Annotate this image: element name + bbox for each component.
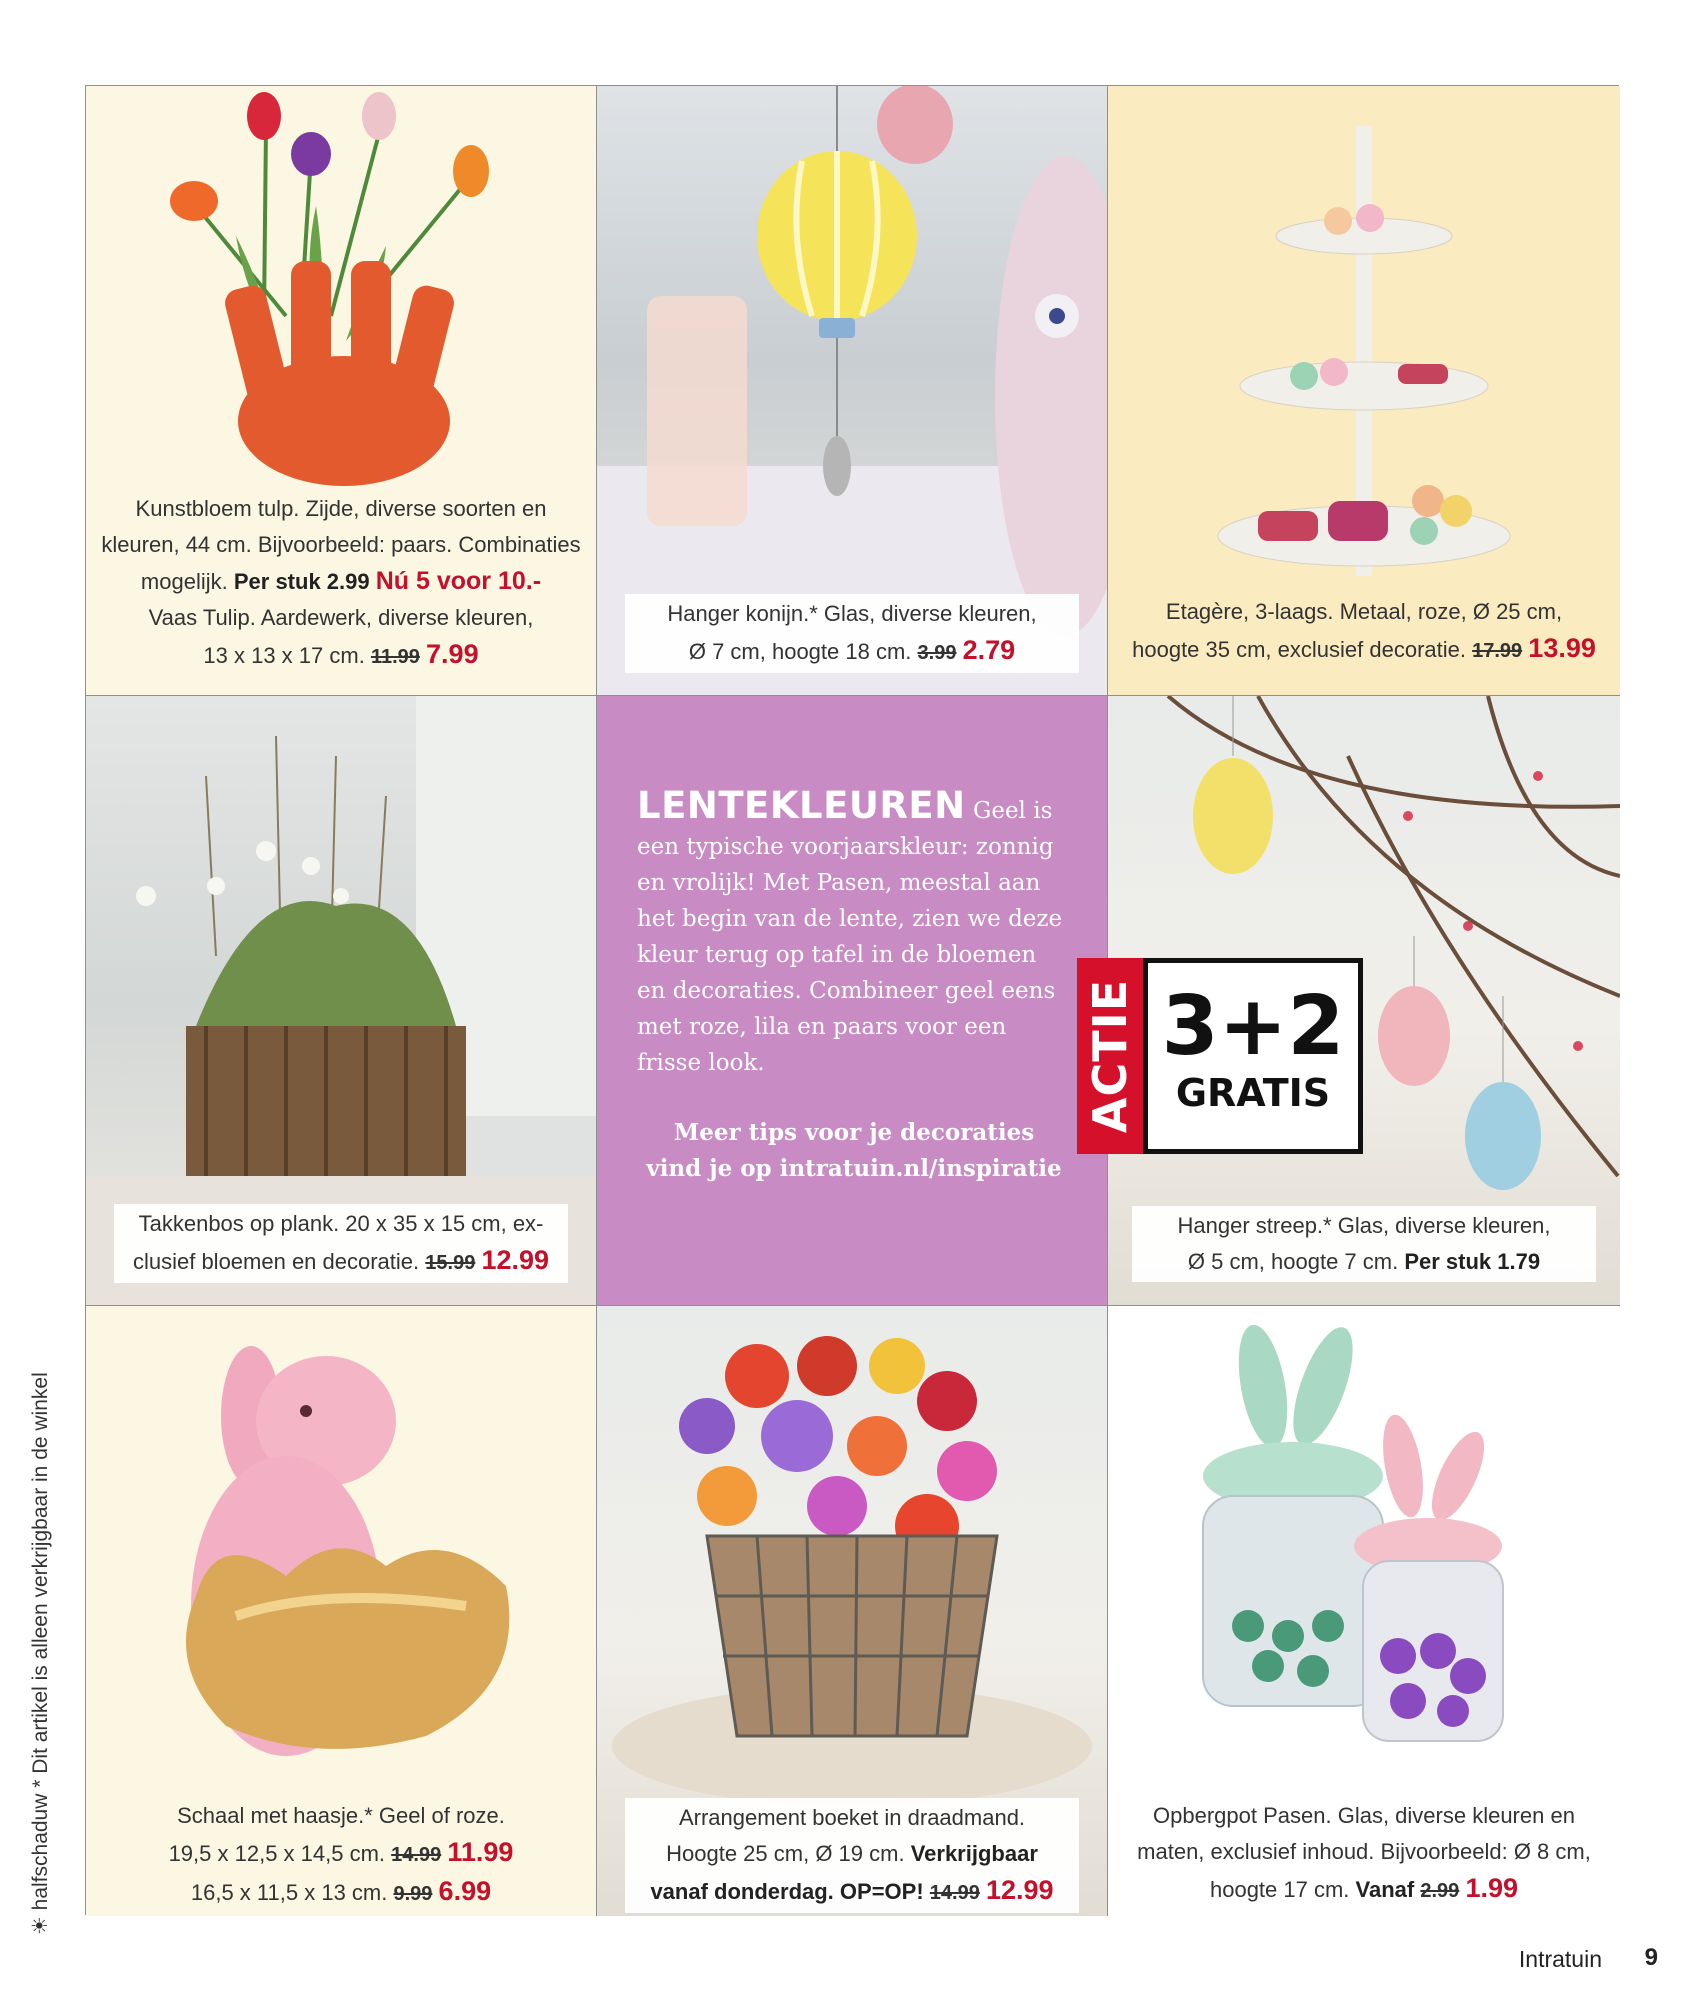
rabbit-icon [823,436,851,496]
product-tulip [86,86,597,696]
product-schaal [86,1306,597,1916]
inspiration-link[interactable]: Meer tips voor je decoraties vind je op intratuin.nl/inspiratie [646,1119,1062,1182]
price: 2.79 [962,635,1016,665]
etagere-caption: Etagère, 3-laags. Metaal, roze, Ø 25 cm, hoogte 35 cm, exclusief decoratie. 17.99 13.99 [1132,599,1596,663]
actie-badge [1077,958,1363,1154]
price: 12.99 [985,1875,1054,1905]
footer-brand: Intratuin [1518,1946,1602,1972]
product-hanger-konijn [597,86,1108,696]
actie-offer-box [1143,958,1363,1154]
lentekleuren-body: Geel is een typische voorjaarskleur: zonnig en vrolijk! Met Pasen, meestal aan het begin van de lente, zien we deze kleur terug op tafel in de bloemen en decoraties. Combineer geel eens met roze, lila en paars voor een frisse look. [637,798,1063,1076]
product-arrangement [597,1306,1108,1916]
price: 13.99 [1528,633,1596,663]
price: 11.99 [447,1837,514,1867]
lentekleuren-text [637,784,1071,1187]
egg-icon [1193,758,1273,874]
red-tulip-icon [247,92,281,140]
product-opbergpot [1108,1306,1620,1916]
price: 1.99 [1465,1873,1518,1903]
actie-offer: 3+2 [1161,979,1345,1074]
actie-label-box [1077,958,1143,1154]
bunny-ears-icon [1231,1321,1296,1451]
product-etagere [1108,86,1620,696]
schaal-caption: Schaal met haasje.* Geel of roze. 19,5 x 12,5 x 14,5 cm. 14.99 11.99 16,5 x 11,5 x 13 cm. 9.99 6.99 [168,1803,514,1906]
lentekleuren-heading: LENTEKLEUREN [637,784,966,827]
price: 6.99 [438,1876,492,1906]
opbergpot-caption: Opbergpot Pasen. Glas, diverse kleuren en maten, exclusief inhoud. Bijvoorbeeld: Ø 8 cm, hoogte 17 cm. Vanaf 2.99 1.99 [1137,1803,1591,1903]
actie-label: ACTIE [1083,978,1137,1134]
actie-gratis: GRATIS [1175,1071,1331,1115]
arrangement-caption: Arrangement boeket in draadmand. Hoogte 25 cm, Ø 19 cm. Verkrijgbaar vanaf donderdag. OP=OP! 14.99 12.99 [625,1798,1079,1913]
tulip-caption: Kunstbloem tulp. Zijde, diverse soorten en kleuren, 44 cm. Bijvoorbeeld: paars. Combinaties mogelijk. Per stuk 2.99 Nú 5 voor 10.- Vaas Tulip. Aardewerk, diverse kleuren, 13 x 13 x 17 cm. 11.99 7.99 [101,496,581,669]
side-note: ☀ halfschaduw * Dit artikel is alleen verkrijgbaar in de winkel [29,1372,52,1935]
lentekleuren-panel [597,696,1108,1306]
product-grid [85,85,1619,1915]
price: 7.99 [426,639,479,669]
price: 12.99 [481,1245,550,1275]
page-number: 9 [1644,1944,1658,1971]
flower-icon [679,1336,997,1558]
hanger-konijn-caption: Hanger konijn.* Glas, diverse kleuren, Ø 7 cm, hoogte 18 cm. 3.99 2.79 [625,594,1079,673]
takkenbos-caption: Takkenbos op plank. 20 x 35 x 15 cm, ex- clusief bloemen en decoratie. 15.99 12.99 [114,1204,568,1283]
product-takkenbos [86,696,597,1306]
hanger-streep-caption: Hanger streep.* Glas, diverse kleuren, Ø 5 cm, hoogte 7 cm. Per stuk 1.79 [1132,1206,1596,1282]
